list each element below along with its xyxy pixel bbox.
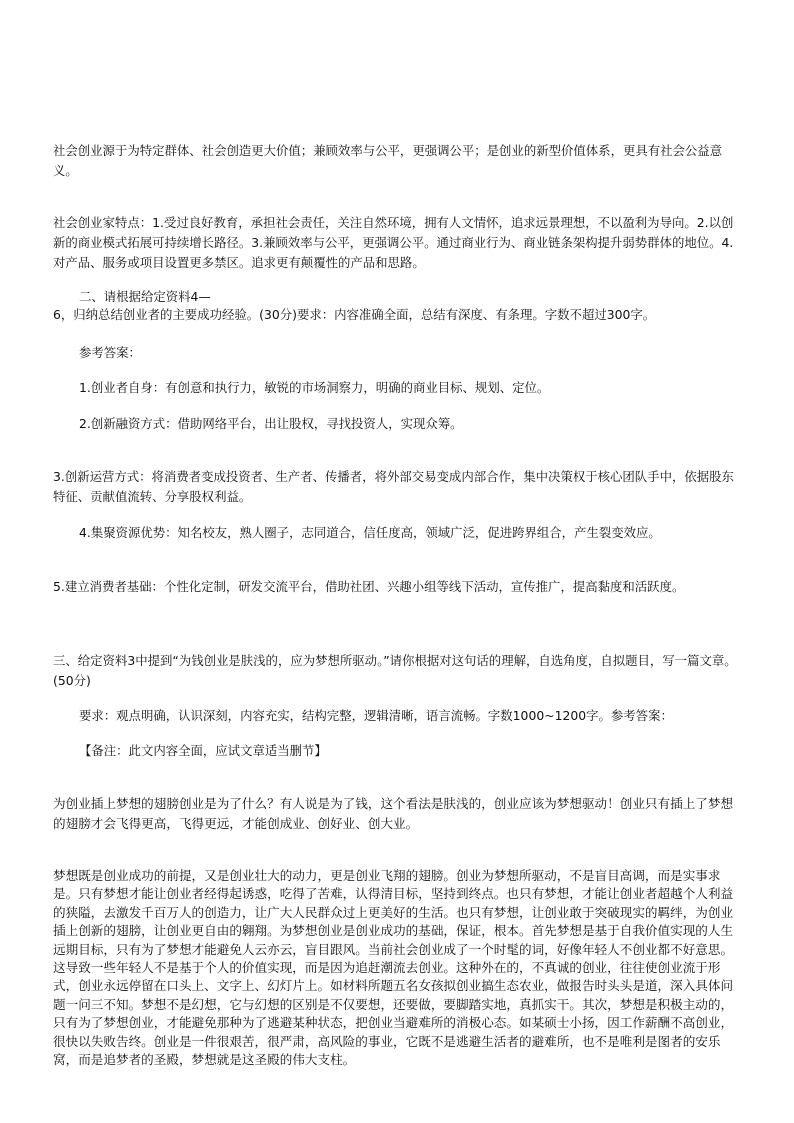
question-3: 三、给定资料3中提到“为钱创业是肤浅的，应为梦想所驱动。”请你根据对这句话的理解，自选角度，自拟题目，写一篇文章。(50分) (53, 653, 737, 688)
question-2-body: 6，归纳总结创业者的主要成功经验。(30分)要求：内容准确全面，总结有深度、有条理。字数不超过300字。 (53, 307, 656, 322)
reference-answer-label: 参考答案： (79, 345, 141, 360)
essay-paragraph-1: 为创业插上梦想的翅膀创业是为了什么？有人说是为了钱，这个看法是肤浅的，创业应该为梦想驱动！创业只有插上了梦想的翅膀才会飞得更高，飞得更远，才能创成业、创好业、创大业。 (53, 796, 734, 831)
answer-item-2: 2.创新融资方式：借助网络平台，出让股权，寻找投资人，实现众筹。 (79, 416, 463, 431)
answer-item-5: 5.建立消费者基础：个性化定制，研发交流平台，借助社团、兴趣小组等线下活动，宣传推广，提高黏度和活跃度。 (53, 579, 685, 594)
answer-item-1: 1.创业者自身：有创意和执行力，敏锐的市场洞察力，明确的商业目标、规划、定位。 (79, 380, 550, 395)
question-2-heading: 二、请根据给定资料4— (79, 289, 211, 304)
answer-item-4: 4.集聚资源优势：知名校友，熟人圈子，志同道合，信任度高，领域广泛，促进跨界组合，产生裂变效应。 (79, 525, 661, 540)
essay-requirements: 要求：观点明确，认识深刻，内容充实，结构完整，逻辑清晰，语言流畅。字数1000~1200字。参考答案： (79, 708, 673, 723)
editor-note: 【备注：此文内容全面，应试文章适当删节】 (79, 743, 327, 758)
answer-item-3: 3.创新运营方式：将消费者变成投资者、生产者、传播者，将外部交易变成内部合作，集中决策权于核心团队手中，依据股东特征、贡献值流转、分享股权利益。 (53, 469, 734, 504)
essay-paragraph-2: 梦想既是创业成功的前提，又是创业壮大的动力，更是创业飞翔的翅膀。创业为梦想所驱动，不是盲目高调，而是实事求是。只有梦想才能让创业者经得起诱惑，吃得了苦难，认得清目标，坚持到终点。也只有梦想，才能让创业者超越个人利益的狭隘，去激发千百万人的创造力，让广大人民群众过上更美好的生活。也只有梦想，让创业敢于突破现实的羁绊，为创业插上创新的翅膀，让创业更自由的翱翔。为梦想创业是创业成功的基础，保证，根本。首先梦想是基于自我价值实现的人生远期目标，只有为了梦想才能避免人云亦云，盲目跟风。当前社会创业成了一个时髦的词，好像年轻人不创业都不好意思。这导致一些年轻人不是基于个人的价值实现，而是因为追赶潮流去创业。这种外在的，不真诚的创业，往往使创业流于形式，创业永远停留在口头上、文字上、幻灯片上。如材料所题五名女孩拟创业搞生态农业，做报告时头头是道，深入具体问题一问三不知。梦想不是幻想，它与幻想的区别是不仅要想，还要做，要脚踏实地，真抓实干。其次，梦想是积极主动的，只有为了梦想创业，才能避免那种为了逃避某种状态，把创业当避难所的消极心态。如某硕士小扬，因工作薪酬不高创业，很快以失败告终。创业是一件很艰苦，很严肃，高风险的事业，它既不是逃避生活者的避难所，也不是唯利是图者的安乐窝，而是追梦者的圣殿，梦想就是这圣殿的伟大支柱。 (53, 868, 734, 1068)
paragraph-entrepreneur-traits: 社会创业家特点：1.受过良好教育，承担社会责任，关注自然环境，拥有人文情怀，追求远景理想，不以盈利为导向。2.以创新的商业模式拓展可持续增长路径。3.兼顾效率与公平，更强调公平。通过商业行为、商业链条架构提升弱势群体的地位。4.对产品、服务或项目设置更多禁区。追求更有颠覆性的产品和思路。 (53, 215, 734, 270)
paragraph-social-entrepreneurship: 社会创业源于为特定群体、社会创造更大价值；兼顾效率与公平，更强调公平；是创业的新型价值体系，更具有社会公益意义。 (53, 143, 723, 178)
